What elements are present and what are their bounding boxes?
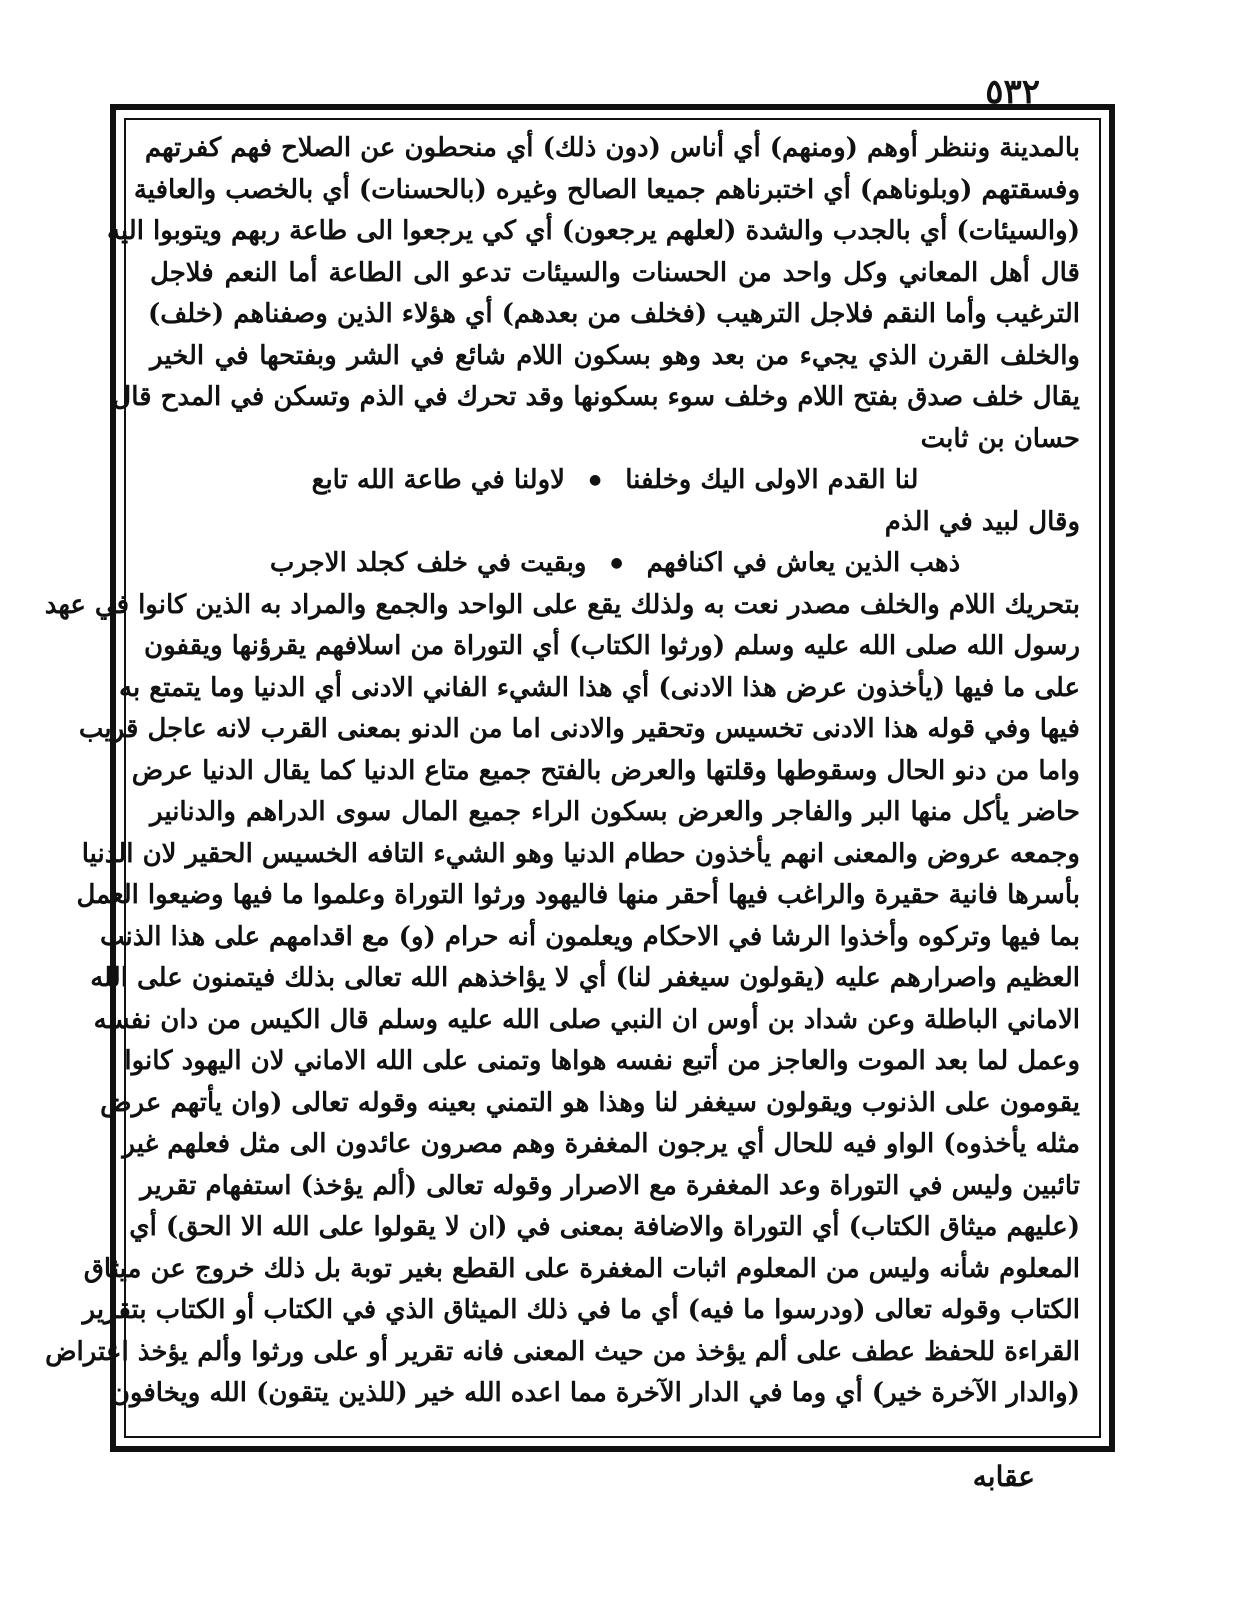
main-text-block [44,128,1080,1415]
text-line: (عليهم ميثاق الكتاب) أي التوراة والاضافة بمعنى في (ان لا يقولوا على الله الا الحق) أي [129,1212,1080,1242]
text-line: على ما فيها (يأخذون عرض هذا الادنى) أي هذا الشيء الفاني الادنى أي الدنيا وما يتمتع به [119,672,1080,703]
text-line: يقومون على الذنوب ويقولون سيغفر لنا وهذا هو التمني بعينه وقوله تعالى (وان يأتهم عرض [100,1087,1080,1118]
verse-hemistich-first: ذهب الذين يعاش في اكنافهم [646,548,961,578]
text-line: الترغيب وأما النقم فلاجل الترهيب (فخلف من بعدهم) أي هؤلاء الذين وصفناهم (خلف) [148,299,1080,329]
text-line: بالمدينة وننظر أوهم (ومنهم) أي أناس (دون ذلك) أي منحطون عن الصلاح فهم كفرتهم [144,133,1080,163]
verse-hemistich-first: لنا القدم الاولى اليك وخلفنا [625,465,919,495]
text-line: وجمعه عروض والمعنى انهم يأخذون حطام الدنيا وهو الشيء التافه الخسيس الحقير لان الدنيا [81,838,1080,869]
text-line: الكتاب وقوله تعالى (ودرسوا ما فيه) أي ما في ذلك الميثاق الذي في الكتاب أو الكتاب بتقرير [82,1295,1080,1325]
text-line: مثله يأخذوه) الواو فيه للحال أي يرجون المغفرة وهم مصرون عائدون الى مثل فعلهم غير [122,1129,1080,1159]
verse-separator: ● [588,472,602,488]
text-line: الاماني الباطلة وعن شداد بن أوس ان النبي صلى الله عليه وسلم قال الكيس من دان نفسه [93,1004,1080,1035]
catchword: عقابه [972,1460,1035,1493]
text-line: العظيم واصرارهم عليه (يقولون سيغفر لنا) أي لا يؤاخذهم الله تعالى بذلك فيتمنون على الله [90,963,1080,993]
text-line: والخلف القرن الذي يجيء من بعد وهو بسكون اللام شائع في الشر وبفتحها في الخير [150,340,1080,371]
text-line: واما من دنو الحال وسقوطها وقلتها والعرض بالفتح جميع متاع الدنيا كما يقال الدنيا عرض [131,755,1080,786]
text-line: المعلوم شأنه وليس من المعلوم اثبات المغفرة على القطع بغير توبة بل ذلك خروج عن ميثاق [83,1253,1080,1284]
poetry-verse [150,543,1080,585]
text-line: رسول الله صلى الله عليه وسلم (ورثوا الكتاب) أي التوراة من اسلافهم يقرؤنها ويقفون [144,631,1080,661]
text-line: وفسقتهم (وبلوناهم) أي اختبرناهم جميعا الصالح وغيره (بالحسنات) أي بالخصب والعافية [133,174,1080,205]
text-line: فيها وفي قوله هذا الادنى تخسيس وتحقير والادنى اما من الدنو بمعنى القرب لانه عاجل قريب [78,714,1080,744]
text-line: قال أهل المعاني وكل واحد من الحسنات والسيئات تدعو الى الطاعة أما النعم فلاجل [150,257,1080,288]
text-line: بأسرها فانية حقيرة والراغب فيها أحقر منها فاليهود ورثوا التوراة وعلموا ما فيها وضيعوا العمل [76,880,1080,910]
page-number: ٥٣٢ [985,72,1040,112]
text-line: يقال خلف صدق بفتح اللام وخلف سوء بسكونها وقد تحرك في الذم وتسكن في المدح قال [112,382,1080,412]
text-line: (والسيئات) أي بالجدب والشدة (لعلهم يرجعون) أي كي يرجعوا الى طاعة ربهم ويتوبوا اليه [106,216,1080,246]
text-line: القراءة للحفظ عطف على ألم يؤخذ من حيث المعنى فانه تقرير أو على ورثوا وألم يؤخذ اعتراض [45,1336,1080,1367]
verse-separator: ● [610,555,623,571]
text-line: حسان بن ثابت [920,423,1080,454]
text-line: حاضر يأكل منها البر والفاجر والعرض بسكون الراء جميع المال سوى الدراهم والدنانير [150,797,1080,827]
verse-hemistich-second: لاولنا في طاعة الله تابع [311,465,565,495]
text-line: (والدار الآخرة خير) أي وما في الدار الآخرة مما اعده الله خير (للذين يتقون) الله ويخافون [110,1378,1080,1408]
text-line: وعمل لما بعد الموت والعاجز من أتبع نفسه هواها وتمنى على الله الاماني لان اليهود كانوا [124,1046,1080,1076]
text-line: بما فيها وتركوه وأخذوا الرشا في الاحكام ويعلمون أنه حرام (و) مع اقدامهم على هذا الذنب [99,921,1080,952]
text-line: بتحريك اللام والخلف مصدر نعت به ولذلك يقع على الواحد والجمع والمراد به الذين كانوا في عهد [44,589,1080,620]
text-line: تائبين وليس في التوراة وعد المغفرة مع الاصرار وقوله تعالى (ألم يؤخذ) استفهام تقرير [140,1170,1080,1201]
poetry-verse [150,460,1080,502]
verse-hemistich-second: وبقيت في خلف كجلد الاجرب [269,548,587,578]
text-line: وقال لبيد في الذم [884,506,1080,537]
